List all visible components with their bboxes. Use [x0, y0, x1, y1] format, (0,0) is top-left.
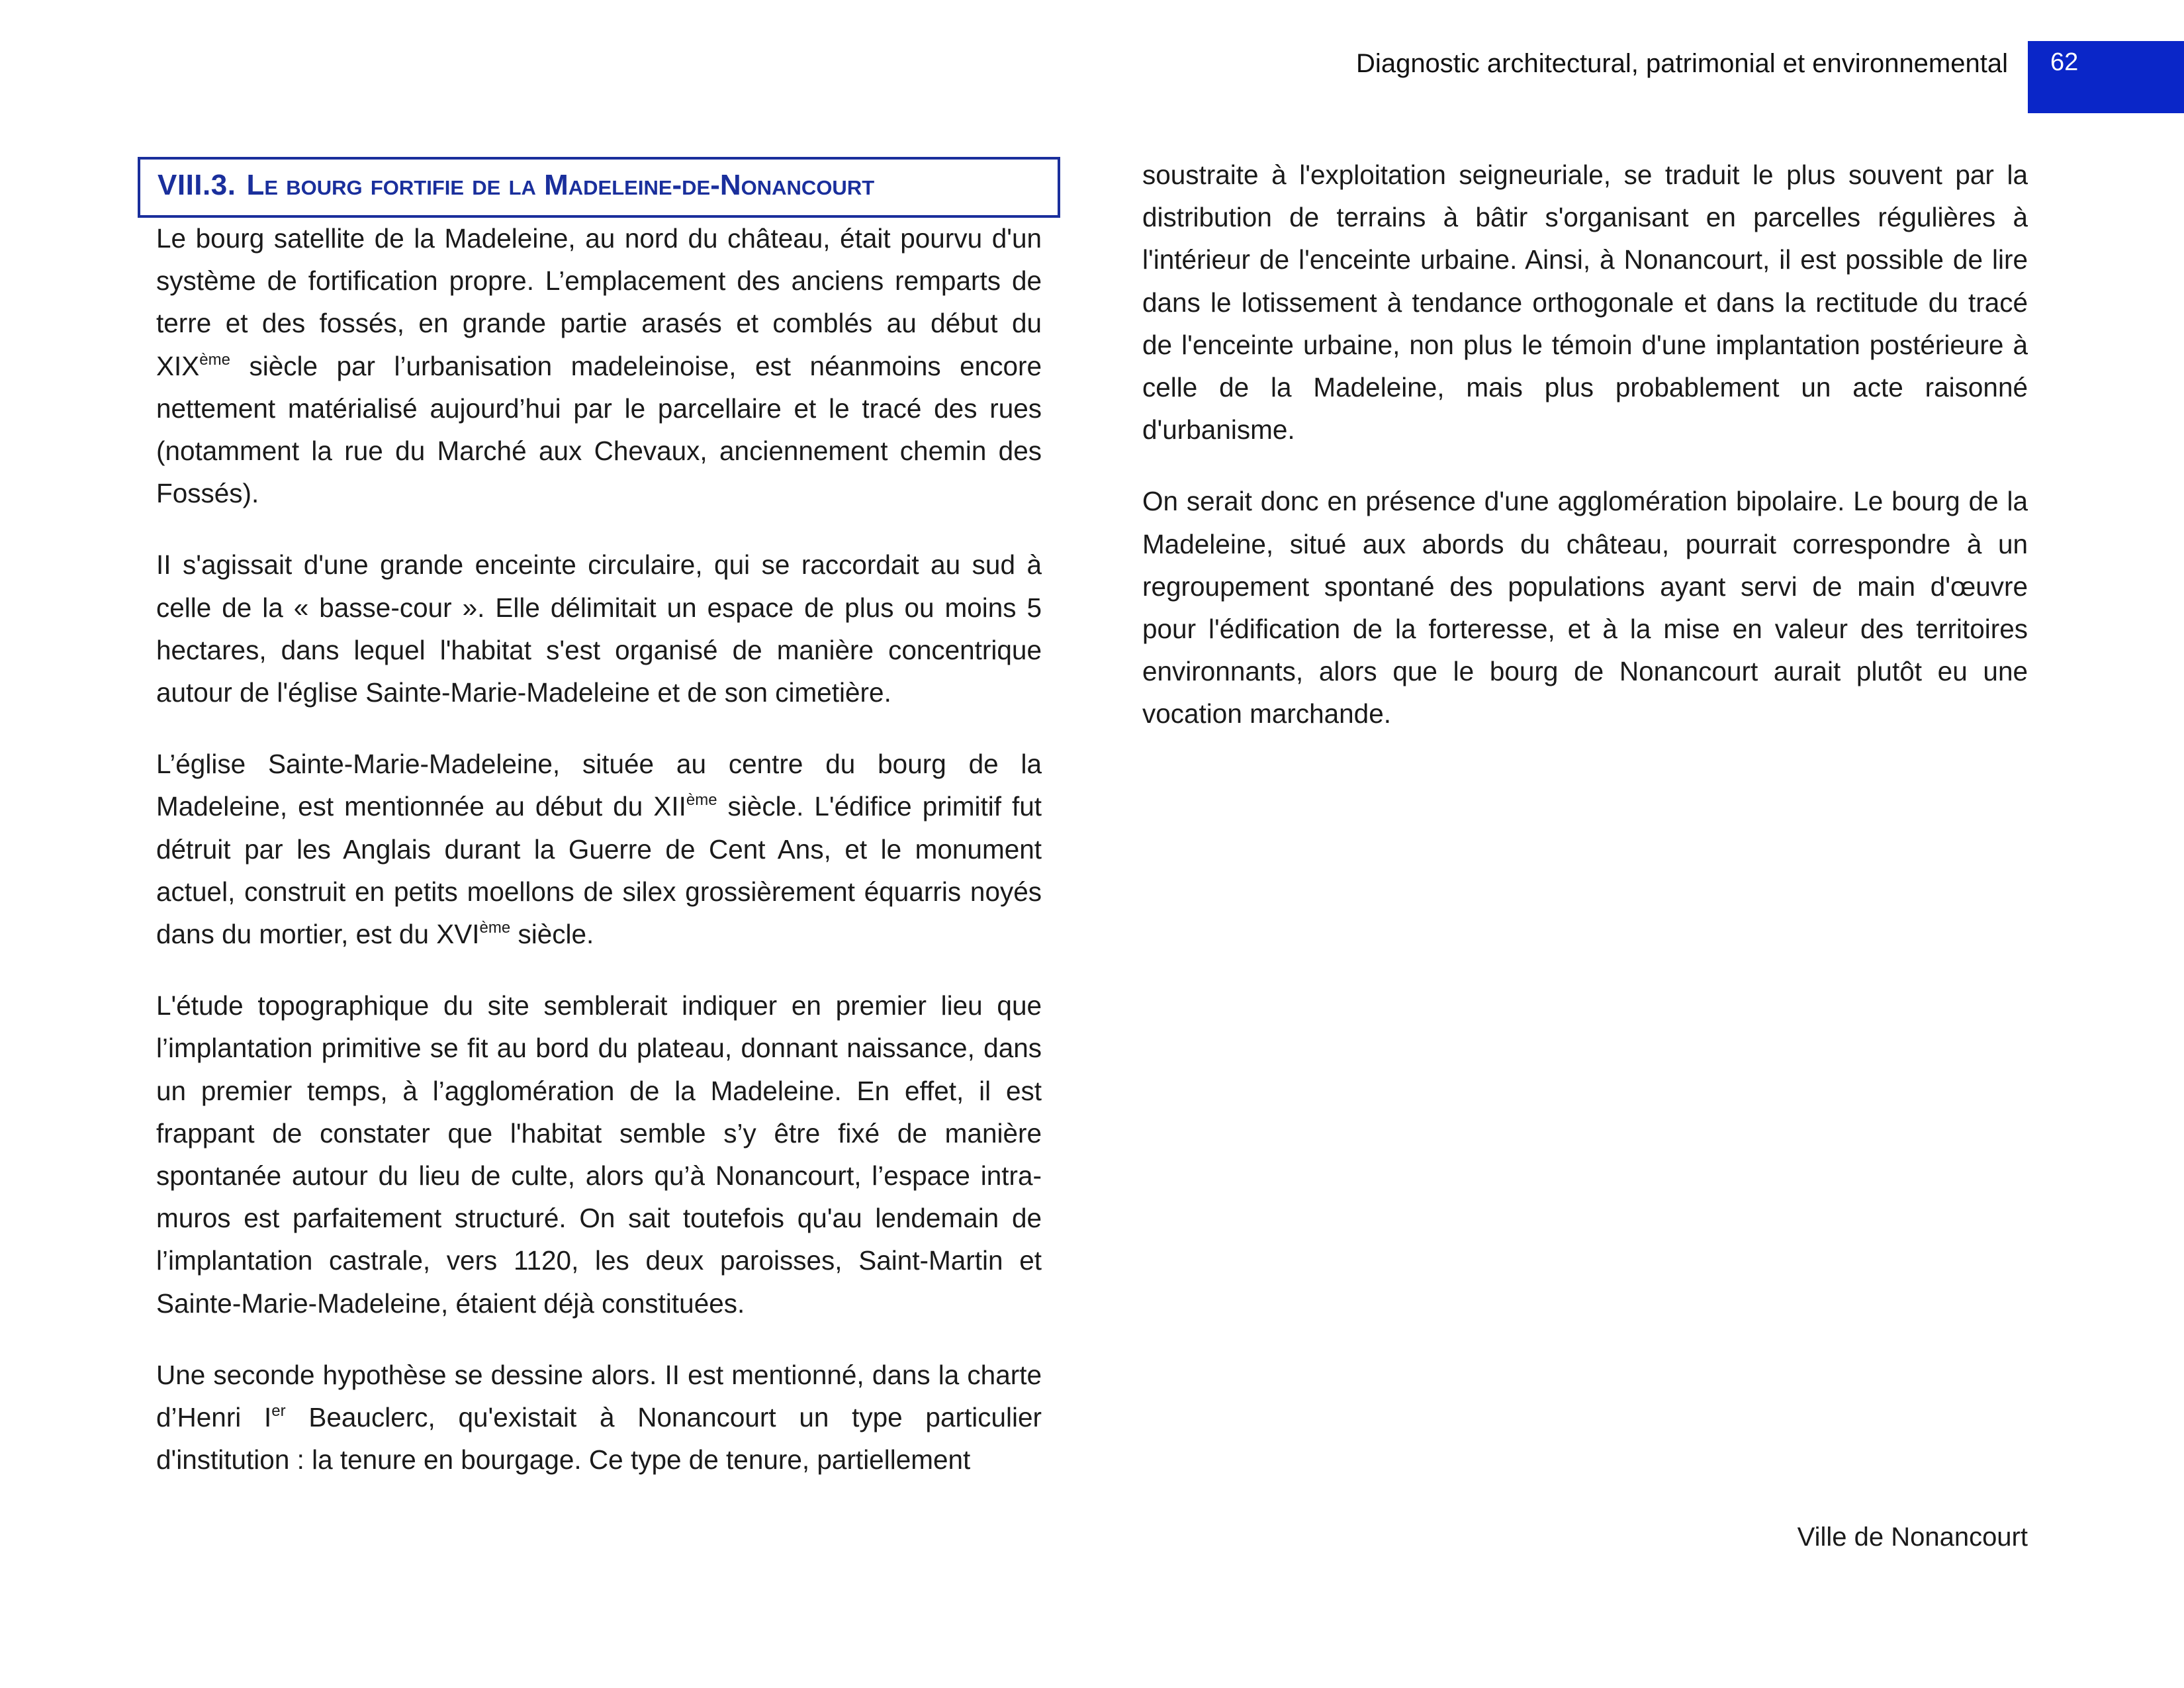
- paragraph-text: siècle par l’urbanisation madeleinoise, est néanmoins encore nettement matérialisé aujourd’hui par le parcellaire et le tracé des rues (notamment la rue du Marché aux Chevaux, anciennement chemin des Fossés).: [156, 350, 1042, 509]
- section-heading: [138, 157, 1060, 218]
- paragraph-text: Le bourg satellite de la Madeleine, au nord du château, était pourvu d'un système de fortification propre. L’emplacement des anciens remparts de terre et des fossés, en grande partie arasés et comblés au début du XIX: [156, 223, 1042, 381]
- superscript: er: [271, 1402, 286, 1421]
- paragraph: soustraite à l'exploitation seigneuriale, se traduit le plus souvent par la distribution de terrains à bâtir s'organisant en parcelles régulières à l'intérieur de l'enceinte urbaine. Ainsi, à Nonancourt, il est possible de lire dans le lotissement à tendance orthogonale et dans la rectitude du tracé de l'enceinte urbaine, non plus le témoin d'une implantation postérieure à celle de la Madeleine, mais plus probablement un acte raisonné d'urbanisme.: [1142, 160, 2028, 445]
- paragraph: II s'agissait d'une grande enceinte circulaire, qui se raccordait au sud à celle de la « basse-cour ». Elle délimitait un espace de plus ou moins 5 hectares, dans lequel l'habitat s'est organisé de manière concentrique autour de l'église Sainte-Marie-Madeleine et de son cimetière.: [156, 549, 1042, 708]
- paragraph-text: siècle. L'édifice primitif fut détruit par les Anglais durant la Guerre de Cent Ans, et le monument actuel, construit en petits moellons de silex grossièrement équarris noyés dans du mortier, est du XVI: [156, 791, 1042, 950]
- paragraph-text: siècle.: [510, 919, 594, 950]
- section-title: Le bourg fortifie de la Madeleine-de-Nonancourt: [246, 169, 875, 201]
- paragraph: On serait donc en présence d'une agglomération bipolaire. Le bourg de la Madeleine, situé aux abords du château, pourrait correspondre à un regroupement spontané des populations ayant servi de main d'œuvre pour l'édification de la forteresse, et à la mise en valeur des territoires environnants, alors que le bourg de Nonancourt aurait plutôt eu une vocation marchande.: [1142, 486, 2028, 729]
- section-number: VIII.3.: [158, 169, 236, 201]
- footer-text: Ville de Nonancourt: [1797, 1523, 2028, 1552]
- running-header-title: Diagnostic architectural, patrimonial et environnemental: [1356, 49, 2008, 78]
- page-number-badge: [2028, 41, 2184, 113]
- superscript: ème: [686, 791, 717, 810]
- paragraph: [156, 217, 1042, 514]
- superscript: ème: [199, 350, 230, 369]
- paragraph: L'étude topographique du site semblerait indiquer en premier lieu que l’implantation primitive se fit au bord du plateau, donnant naissance, dans un premier temps, à l’agglomération de la Madeleine. En effet, il est frappant de constater que l'habitat semble s’y être fixé de manière spontanée autour du lieu de culte, alors qu’à Nonancourt, l’espace intra-muros est parfaitement structuré. On sait toutefois qu'au lendemain de l’implantation castrale, vers 1120, les deux paroisses, Saint-Martin et Sainte-Marie-Madeleine, étaient déjà constituées.: [156, 990, 1042, 1319]
- paragraph-text: L’église Sainte-Marie-Madeleine, située au centre du bourg de la Madeleine, est mentionnée au début du XII: [156, 749, 1042, 822]
- paragraph: [156, 743, 1042, 955]
- left-column: [156, 217, 1042, 1510]
- superscript: ème: [479, 919, 511, 937]
- paragraph: [156, 1354, 1042, 1481]
- paragraph-text: Une seconde hypothèse se dessine alors. II est mentionné, dans la charte d’Henri I: [156, 1359, 1042, 1433]
- right-column: [1142, 154, 2028, 765]
- page-number: 62: [2050, 48, 2079, 76]
- paragraph-text: Beauclerc, qu'existait à Nonancourt un type particulier d'institution : la tenure en bourgage. Ce type de tenure, partiellement: [156, 1402, 1042, 1476]
